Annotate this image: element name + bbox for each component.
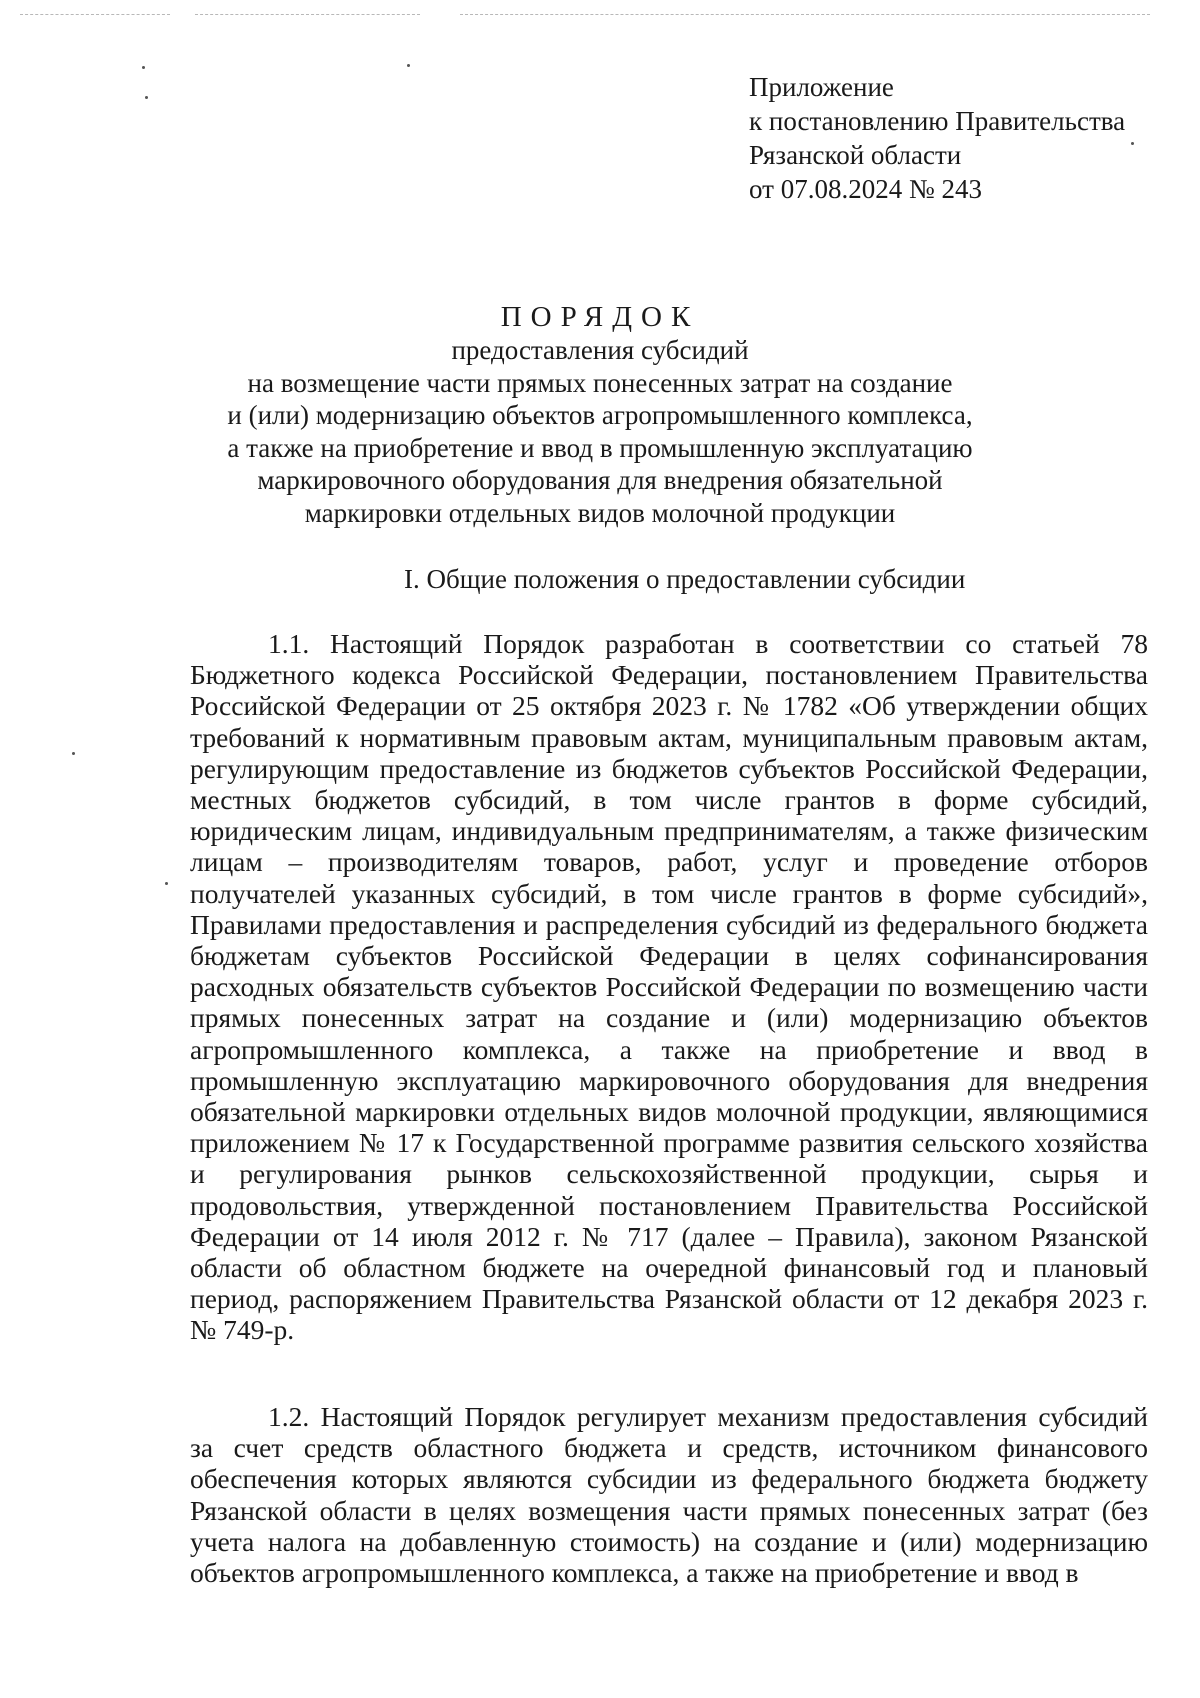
scan-speck bbox=[407, 64, 410, 67]
title-subline: маркировочного оборудования для внедрения обязательной bbox=[257, 465, 943, 495]
annex-line: Приложение bbox=[749, 72, 894, 102]
document-title: ПОРЯДОК bbox=[500, 301, 700, 333]
annex-header bbox=[749, 70, 1125, 206]
paragraph-1-1: 1.1. Настоящий Порядок разработан в соответствии со статьей 78 Бюджетного кодекса Российской Федерации, постановлением Правительства Российской Федерации от 25 октября 2023 г. № 1782 «Об утверждении общих требований к нормативным правовым актам, муниципальным правовым актам, регулирующим предоставление из бюджетов субъектов Российской Федерации, местных бюджетов субсидий, в том числе грантов в форме субсидий, юридическим лицам, индивидуальным предпринимателям, а также физическим лицам – производителям товаров, работ, услуг и проведение отборов получателей указанных субсидий, в том числе грантов в форме субсидий», Правилами предоставления и распределения субсидий из федерального бюджета бюджетам субъектов Российской Федерации в целях софинансирования расходных обязательств субъектов Российской Федерации по возмещению части прямых понесенных затрат на создание и (или) модернизацию объектов агропромышленного комплекса, а также на приобретение и ввод в промышленную эксплуатацию маркировочного оборудования для внедрения обязательной маркировки отдельных видов молочной продукции, являющимися приложением № 17 к Государственной программе развития сельского хозяйства и регулирования рынков сельскохозяйственной продукции, сырья и продовольствия, утвержденной постановлением Правительства Российской Федерации от 14 июля 2012 г. № 717 (далее – Правила), законом Рязанской области об областном бюджете на очередной финансовый год и плановый период, распоряжением Правительства Рязанской области от 12 декабря 2023 г. № 749-р. bbox=[190, 628, 1148, 1346]
scan-artifact-line bbox=[460, 14, 1150, 15]
annex-line: к постановлению Правительства bbox=[749, 106, 1126, 136]
scan-artifact-line bbox=[195, 14, 420, 15]
section-heading: I. Общие положения о предоставлении субсидии bbox=[404, 564, 966, 594]
title-subline: на возмещение части прямых понесенных затрат на создание bbox=[247, 367, 953, 398]
title-subline: маркировки отдельных видов молочной продукции bbox=[304, 497, 896, 528]
annex-line: Рязанской области bbox=[749, 140, 962, 170]
scan-artifact-line bbox=[20, 14, 170, 15]
title-subline: а также на приобретение и ввод в промышленную эксплуатацию bbox=[227, 432, 973, 463]
title-subline: предоставления субсидий bbox=[451, 335, 749, 365]
scan-speck bbox=[1131, 142, 1134, 145]
scan-speck bbox=[145, 96, 148, 99]
scan-speck bbox=[142, 66, 145, 69]
title-subline: и (или) модернизацию объектов агропромышленного комплекса, bbox=[227, 400, 973, 430]
paragraph-1-2: 1.2. Настоящий Порядок регулирует механизм предоставления субсидий за счет средств областного бюджета и средств, источником финансового обеспечения которых являются субсидии из федерального бюджета бюджету Рязанской области в целях возмещения части прямых понесенных затрат (без учета налога на добавленную стоимость) на создание и (или) модернизацию объектов агропромышленного комплекса, а также на приобретение и ввод в bbox=[190, 1401, 1148, 1589]
document-title-block bbox=[200, 300, 1000, 529]
scan-speck bbox=[72, 752, 75, 755]
scan-speck bbox=[165, 882, 168, 885]
annex-date-number: от 07.08.2024 № 243 bbox=[749, 174, 982, 204]
